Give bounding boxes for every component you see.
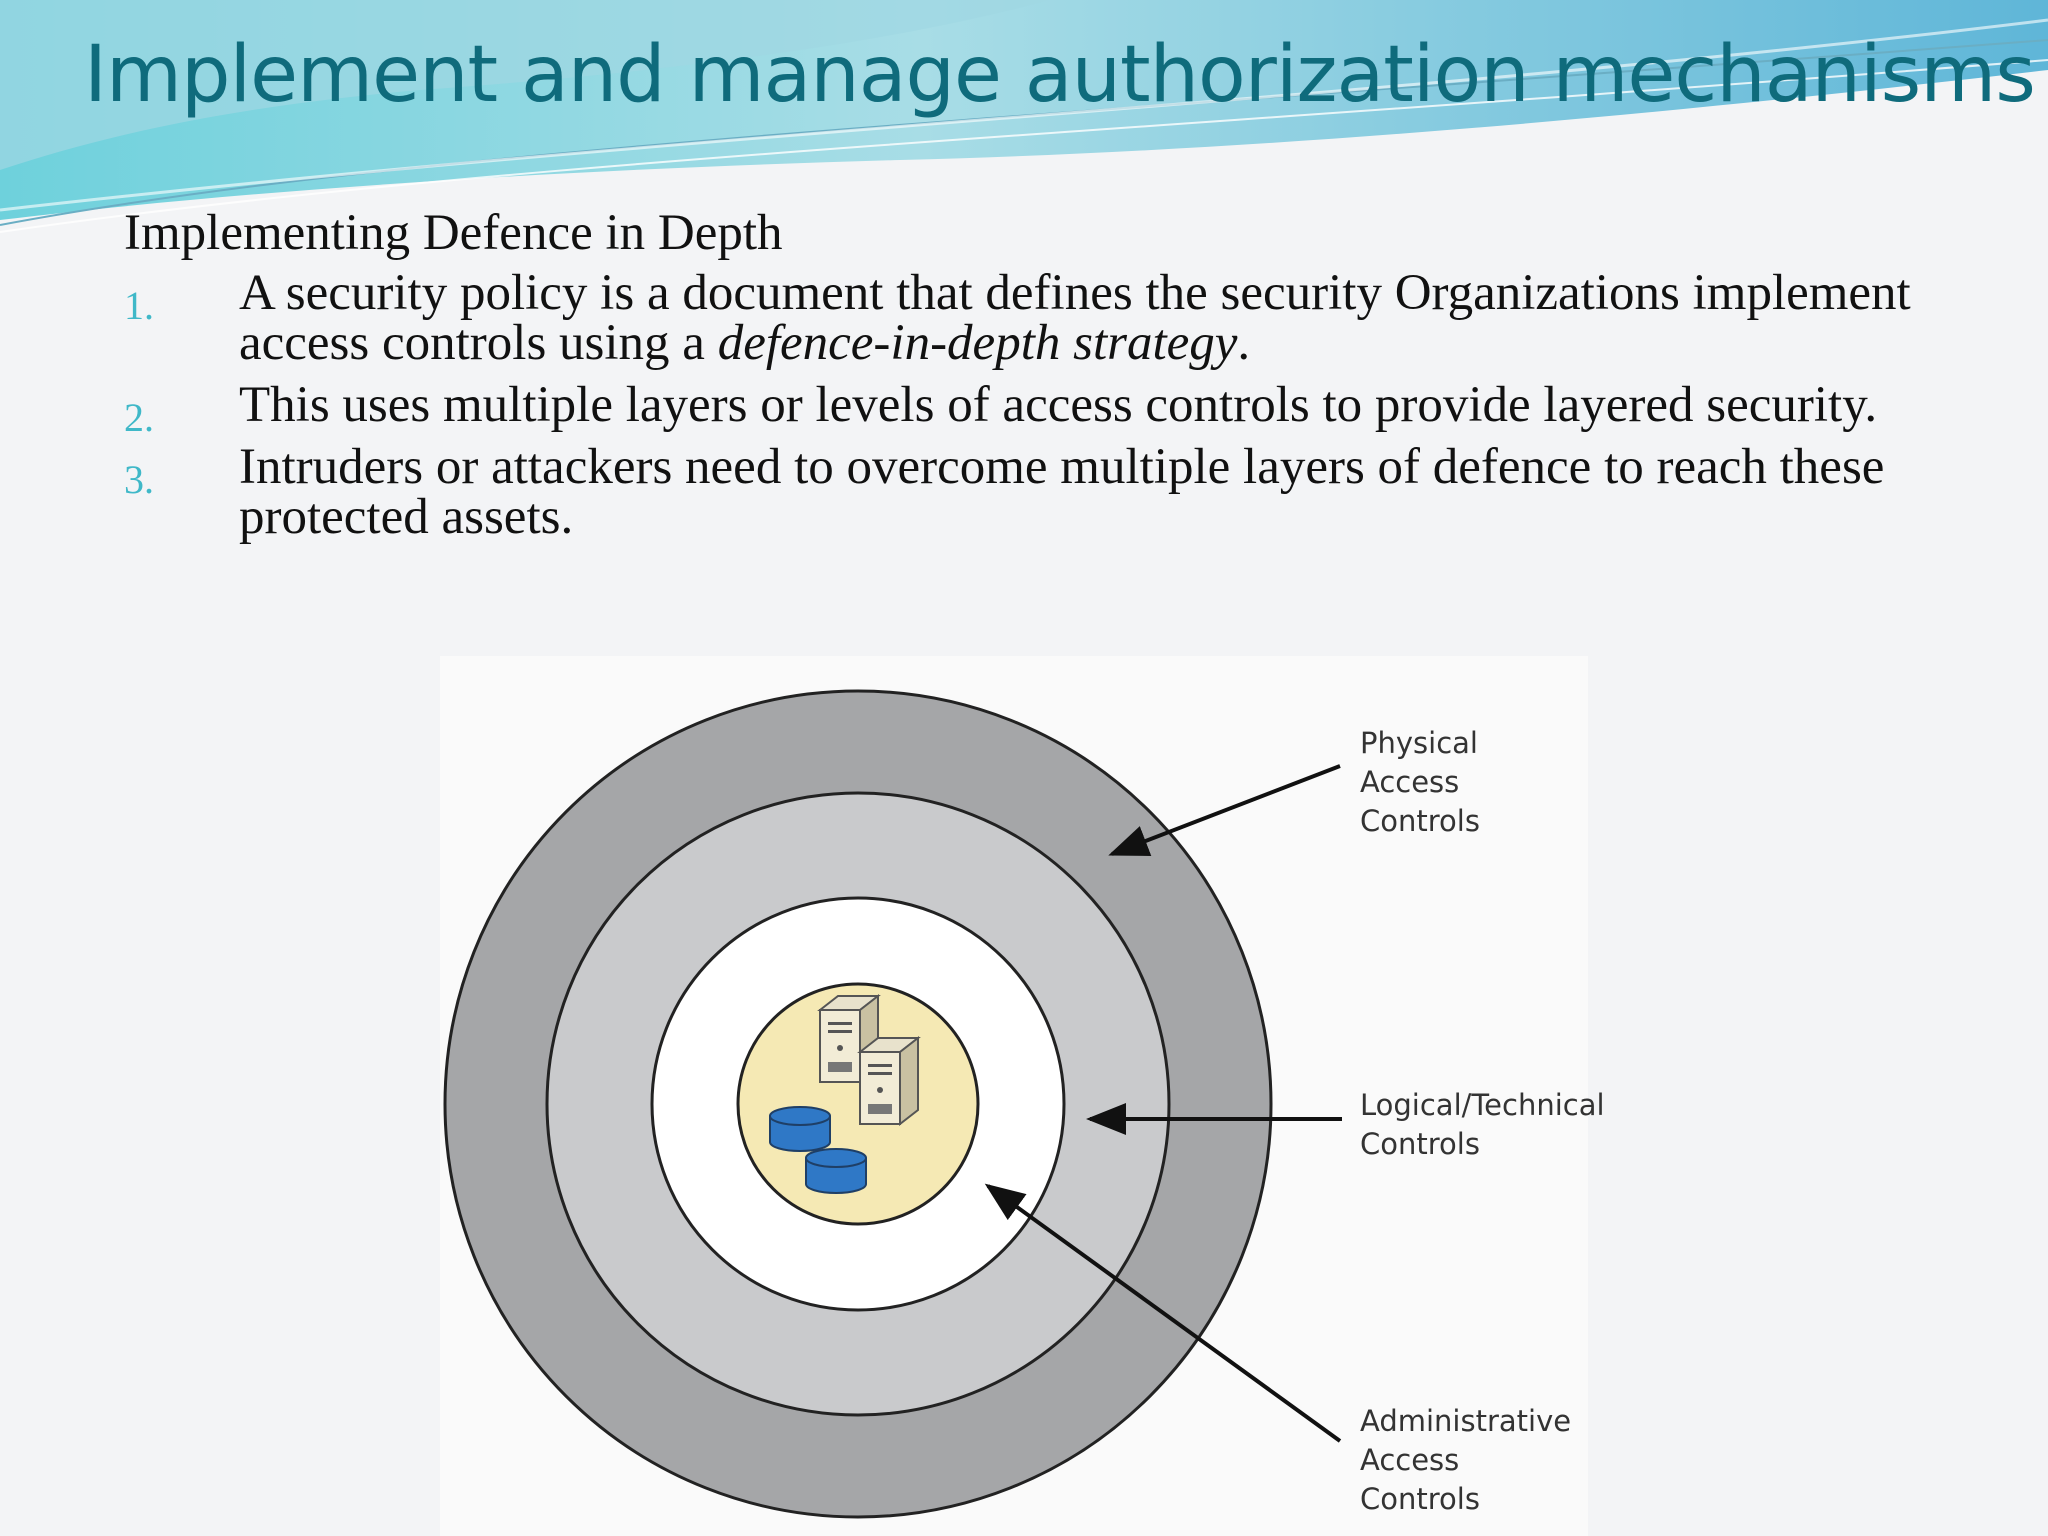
list-item-number: 1. [124, 283, 154, 328]
physical-controls-label: Physical Access Controls [1360, 726, 1480, 838]
list-item-text-main: A security policy is a document that defines the security Organizations implement access controls using a [239, 265, 1911, 371]
administrative-controls-label: Administrative Access Controls [1360, 1404, 1572, 1516]
list-item-suffix: . [1237, 315, 1251, 371]
list-item-number: 3. [124, 457, 154, 502]
list-item [124, 265, 1984, 371]
list-item-text [239, 265, 1984, 371]
slide-title: Implement and manage authorization mechanisms [84, 30, 2035, 120]
point-list [124, 265, 1984, 554]
defence-in-depth-diagram [440, 656, 1605, 1536]
list-item-emphasis: defence-in-depth strategy [717, 315, 1238, 371]
list-item [124, 377, 1984, 440]
list-item-number: 2. [124, 395, 154, 440]
section-subtitle: Implementing Defence in Depth [124, 205, 783, 261]
logical-controls-label: Logical/Technical Controls [1360, 1088, 1605, 1161]
list-item-text: Intruders or attackers need to overcome multiple layers of defence to reach these protected assets. [239, 439, 1885, 545]
list-item [124, 439, 1984, 545]
list-item-text: This uses multiple layers or levels of access controls to provide layered security. [239, 377, 1878, 433]
